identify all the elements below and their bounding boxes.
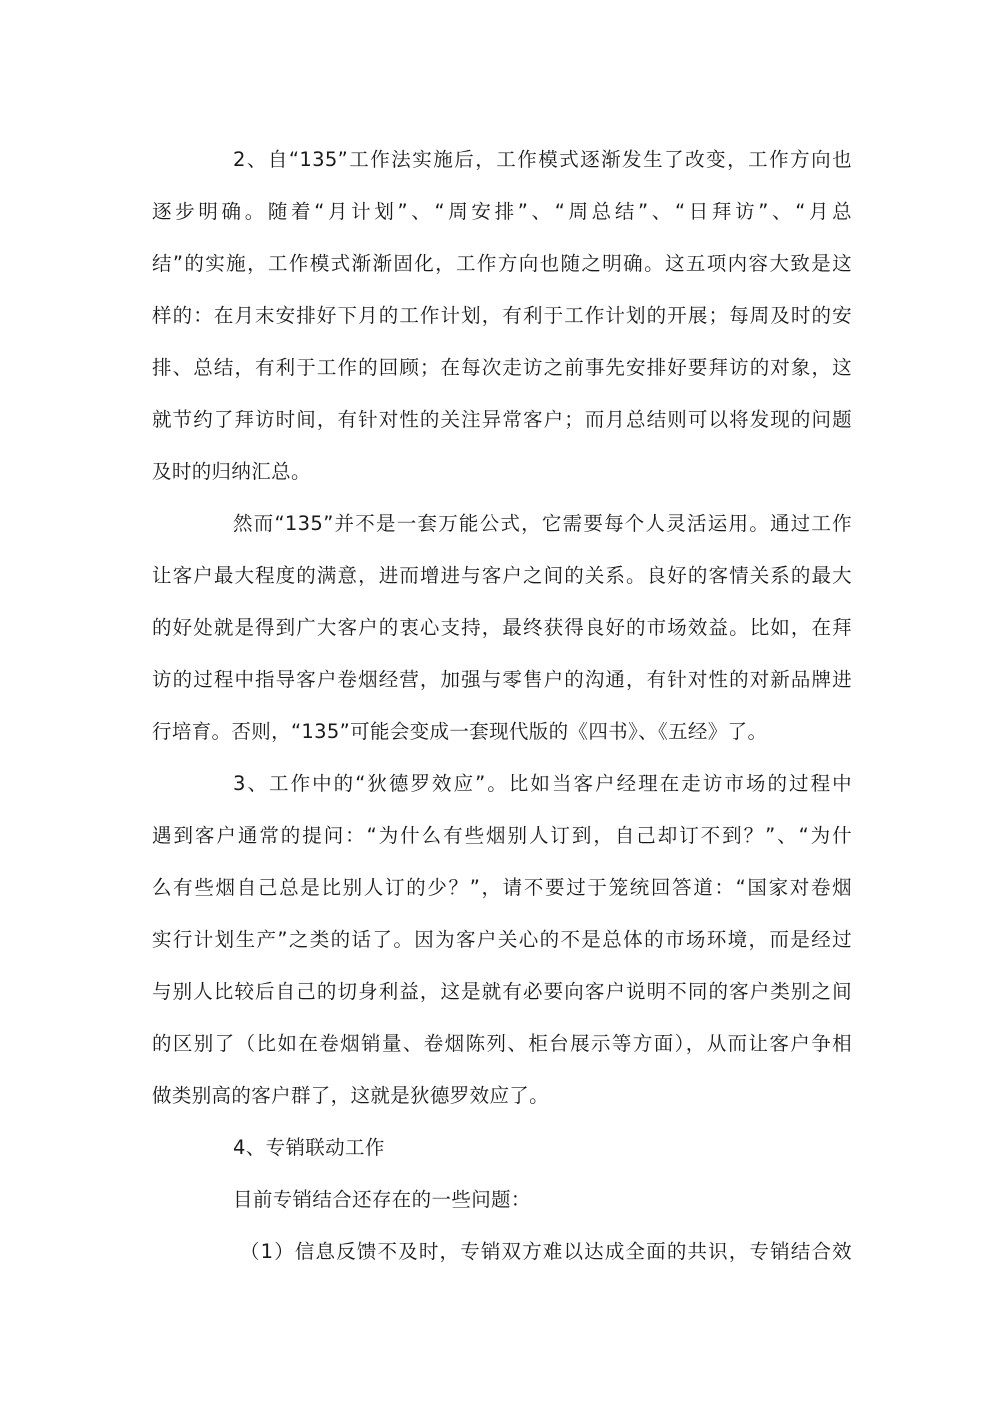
text-line: 做类别高的客户群了，这就是狄德罗效应了。 — [152, 1084, 550, 1107]
text-line: 及时的归纳汇总。 — [152, 460, 311, 483]
text-line: 结”的实施，工作模式渐渐固化，工作方向也随之明确。这五项内容大致是这 — [152, 252, 852, 275]
text-line: 逐步明确。随着“月计划”、“周安排”、“周总结”、“日拜访”、“月总 — [152, 200, 852, 223]
document-page — [152, 134, 852, 1278]
text-line: 目前专销结合还存在的一些问题： — [233, 1188, 531, 1211]
text-line: 排、总结，有利于工作的回顾；在每次走访之前事先安排好要拜访的对象，这 — [152, 356, 852, 379]
text-line: 的好处就是得到广大客户的衷心支持，最终获得良好的市场效益。比如，在拜 — [152, 616, 852, 639]
section-heading-4 — [152, 1122, 852, 1174]
text-line: 与别人比较后自己的切身利益，这是就有必要向客户说明不同的客户类别之间 — [152, 980, 852, 1003]
paragraph-problem-1 — [152, 1226, 852, 1278]
text-line: 然而“135”并不是一套万能公式，它需要每个人灵活运用。通过工作 — [233, 512, 852, 535]
paragraph-135-method — [152, 134, 852, 498]
heading-text: 4、专销联动工作 — [233, 1136, 385, 1159]
text-line: 遇到客户通常的提问：“为什么有些烟别人订到，自己却订不到？”、“为什 — [152, 824, 852, 847]
text-line: 让客户最大程度的满意，进而增进与客户之间的关系。良好的客情关系的最大 — [152, 564, 852, 587]
paragraph-diderot-effect — [152, 758, 852, 1122]
text-line: 3、工作中的“狄德罗效应”。比如当客户经理在走访市场的过程中 — [233, 772, 852, 795]
text-line: 2、自“135”工作法实施后，工作模式逐渐发生了改变，工作方向也 — [233, 148, 852, 171]
text-line: 么有些烟自己总是比别人订的少？”，请不要过于笼统回答道：“国家对卷烟 — [152, 876, 852, 899]
paragraph-135-flexible — [152, 498, 852, 758]
text-line: 访的过程中指导客户卷烟经营，加强与零售户的沟通，有针对性的对新品牌进 — [152, 668, 852, 691]
text-line: 实行计划生产”之类的话了。因为客户关心的不是总体的市场环境，而是经过 — [152, 928, 852, 951]
text-line: 行培育。否则，“135”可能会变成一套现代版的《四书》、《五经》了。 — [152, 720, 768, 743]
text-line: 就节约了拜访时间，有针对性的关注异常客户；而月总结则可以将发现的问题 — [152, 408, 852, 431]
paragraph-problems-intro — [152, 1174, 852, 1226]
text-line: （1）信息反馈不及时，专销双方难以达成全面的共识，专销结合效 — [240, 1240, 852, 1263]
text-line: 样的：在月末安排好下月的工作计划，有利于工作计划的开展；每周及时的安 — [152, 304, 852, 327]
text-line: 的区别了（比如在卷烟销量、卷烟陈列、柜台展示等方面），从而让客户争相 — [152, 1032, 852, 1055]
